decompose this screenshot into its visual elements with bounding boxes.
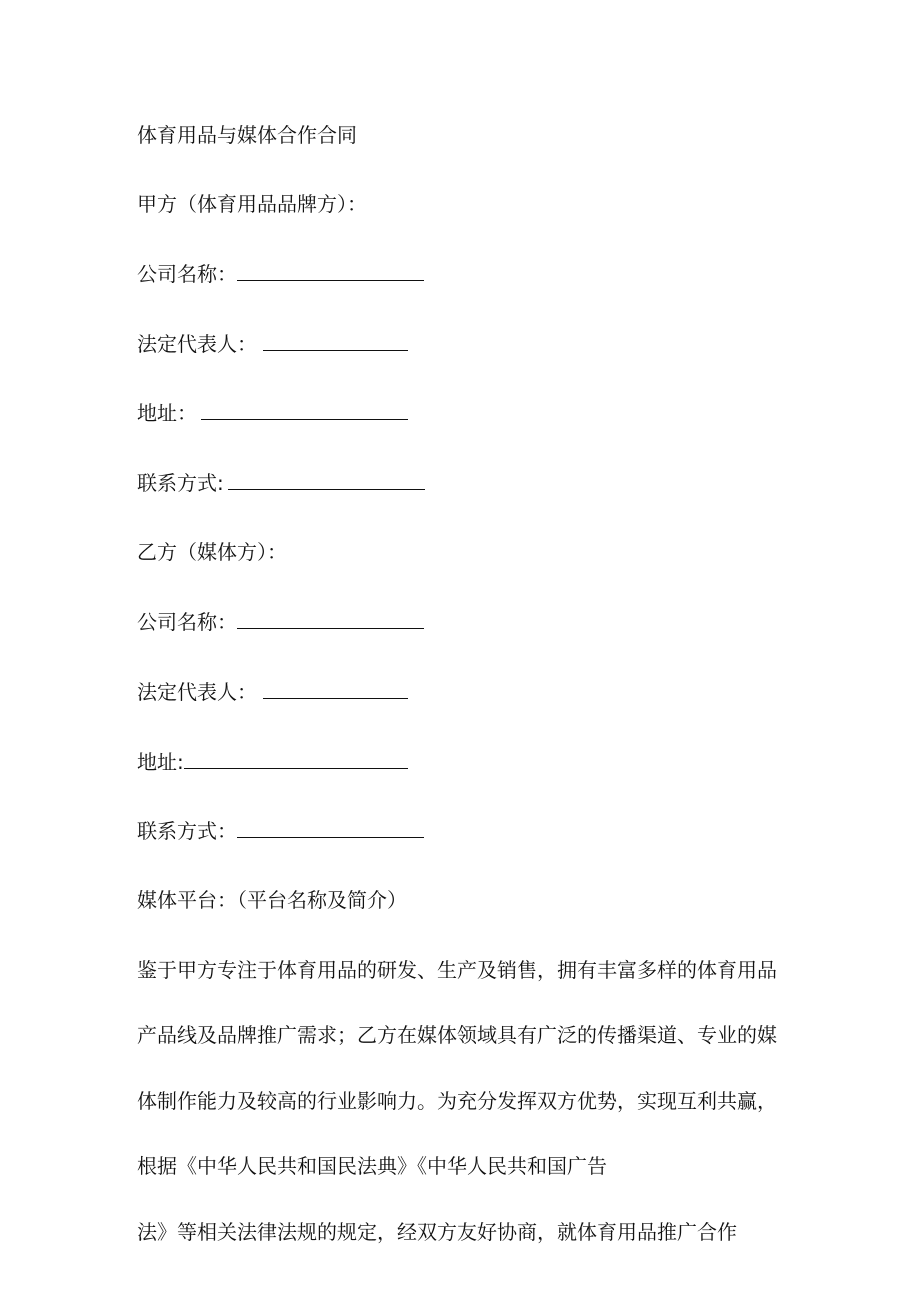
party-b-legal-rep-label: 法定代表人： — [137, 680, 257, 704]
party-b-contact-blank[interactable] — [237, 815, 424, 838]
preamble-line-5: 法》等相关法律法规的规定，经双方友好协商，就体育用品推广合作 — [137, 1220, 737, 1244]
party-b-company-label: 公司名称： — [137, 610, 237, 634]
party-b-legal-rep-blank[interactable] — [263, 676, 408, 699]
party-a-contact-blank[interactable] — [228, 467, 425, 490]
party-b-platform-label: 媒体平台：（平台名称及简介） — [137, 888, 407, 912]
party-a-contact-row — [137, 467, 425, 497]
party-b-company-blank[interactable] — [237, 606, 424, 629]
preamble-line-2: 产品线及品牌推广需求；乙方在媒体领域具有广泛的传播渠道、专业的媒 — [137, 1023, 777, 1047]
party-a-address-blank[interactable] — [201, 397, 408, 420]
party-a-legal-rep-row — [137, 328, 408, 358]
party-b-address-label: 地址: — [137, 750, 184, 774]
party-a-address-label: 地址： — [137, 401, 197, 425]
party-a-legal-rep-blank[interactable] — [263, 328, 408, 351]
party-a-legal-rep-label: 法定代表人： — [137, 332, 257, 356]
party-a-contact-label: 联系方式: — [137, 471, 224, 495]
preamble-line-1: 鉴于甲方专注于体育用品的研发、生产及销售，拥有丰富多样的体育用品 — [137, 958, 777, 982]
party-b-address-blank[interactable] — [184, 746, 408, 769]
party-b-company-row — [137, 606, 424, 636]
party-a-company-row — [137, 258, 424, 288]
party-b-address-row — [137, 746, 408, 776]
party-a-heading: 甲方（体育用品品牌方）： — [137, 192, 367, 216]
party-b-contact-label: 联系方式： — [137, 819, 237, 843]
party-b-legal-rep-row — [137, 676, 408, 706]
party-a-address-row — [137, 397, 408, 427]
party-a-company-label: 公司名称： — [137, 262, 237, 286]
preamble-line-4: 根据《中华人民共和国民法典》《中华人民共和国广告 — [137, 1154, 607, 1178]
preamble-line-3: 体制作能力及较高的行业影响力。为充分发挥双方优势，实现互利共赢， — [137, 1089, 777, 1113]
party-b-contact-row — [137, 815, 424, 845]
party-a-company-blank[interactable] — [237, 258, 424, 281]
document-title: 体育用品与媒体合作合同 — [137, 123, 357, 147]
party-b-heading: 乙方（媒体方）： — [137, 540, 287, 564]
